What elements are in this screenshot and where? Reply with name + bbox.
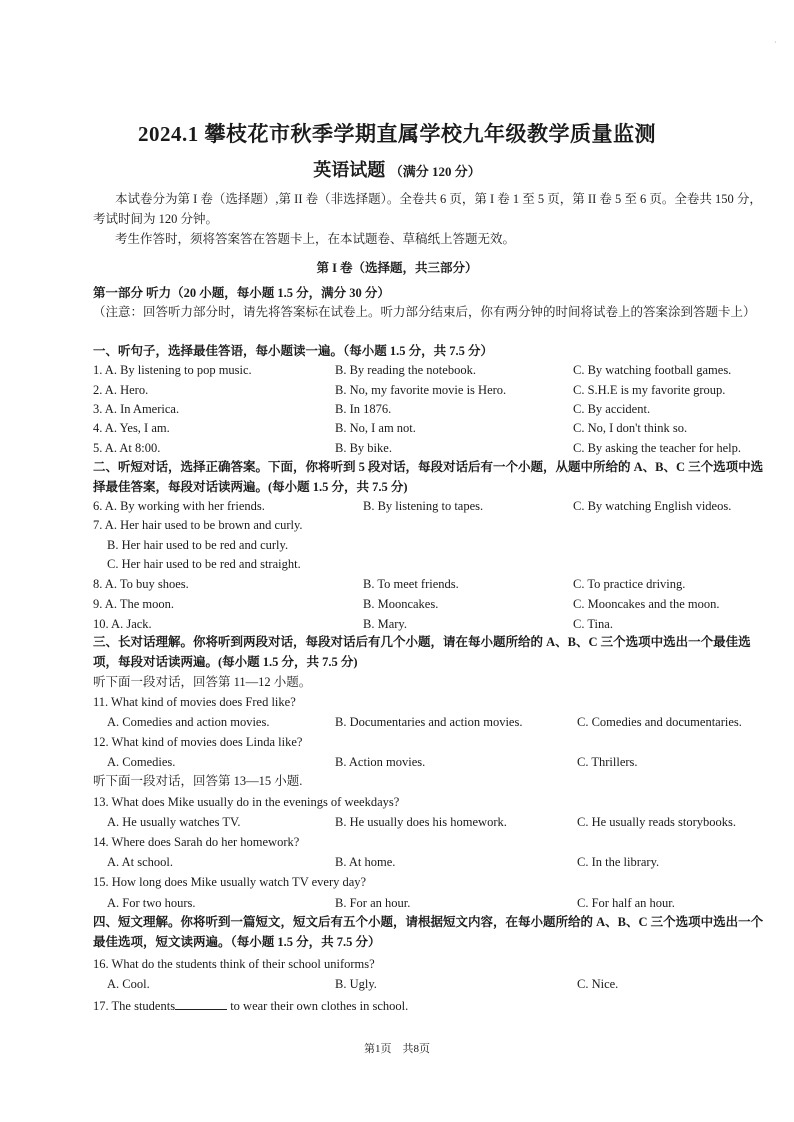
option-a: A. For two hours. bbox=[107, 896, 196, 910]
option-b: B. Ugly. bbox=[335, 977, 377, 991]
question-8 bbox=[93, 574, 783, 594]
part1-note: （注意：回答听力部分时，请先将答案标在试卷上。听力部分结束后，你有两分钟的时间将试卷上的答案涂到答题卡上） bbox=[93, 305, 756, 319]
page-number: 第1页 共8页 bbox=[364, 1043, 430, 1055]
option-a: 5. A. At 8:00. bbox=[93, 441, 161, 455]
question-11-options bbox=[93, 712, 783, 732]
question-2 bbox=[93, 380, 783, 400]
option-b: B. Documentaries and action movies. bbox=[335, 715, 523, 729]
option-c: C. Nice. bbox=[577, 977, 619, 991]
section4-heading: 四、短文理解。你将听到一篇短文，短文后有五个小题，请根据短文内容，在每小题所给的 A、B、C 三个选项中选出一个最佳选项，短文读两遍。（每小题 1.5 分，共 7.5 分） bbox=[93, 915, 764, 949]
exam-title: 2024.1 攀枝花市秋季学期直属学校九年级教学质量监测 bbox=[138, 122, 656, 146]
option-a: 3. A. In America. bbox=[93, 402, 180, 416]
option-a: 4. A. Yes, I am. bbox=[93, 421, 170, 435]
option-b: B. At home. bbox=[335, 855, 396, 869]
option-c: C. Tina. bbox=[573, 617, 613, 631]
volume-heading: 第 I 卷（选择题，共三部分） bbox=[316, 261, 478, 275]
question-11-stem: 11. What kind of movies does Fred like? bbox=[93, 695, 296, 709]
question-1 bbox=[93, 360, 783, 380]
question-17-start: 17. The students bbox=[93, 999, 176, 1013]
option-c: C. Mooncakes and the moon. bbox=[573, 597, 720, 611]
option-a: A. Cool. bbox=[107, 977, 150, 991]
question-12-options bbox=[93, 752, 783, 772]
option-a: A. Comedies. bbox=[107, 755, 176, 769]
question-10 bbox=[93, 614, 783, 634]
option-b: B. He usually does his homework. bbox=[335, 815, 507, 829]
option-a: 9. A. The moon. bbox=[93, 597, 175, 611]
question-4 bbox=[93, 418, 783, 438]
question-16-stem: 16. What do the students think of their school uniforms? bbox=[93, 957, 375, 971]
dialog-2-instruction: 听下面一段对话，回答第 13—15 小题. bbox=[93, 774, 303, 788]
answer-blank bbox=[175, 997, 227, 1010]
option-c: C. Thrillers. bbox=[577, 755, 638, 769]
question-17 bbox=[93, 996, 408, 1016]
option-c: C. By accident. bbox=[573, 402, 651, 416]
option-a: 6. A. By working with her friends. bbox=[93, 499, 265, 513]
question-6 bbox=[93, 496, 783, 516]
option-c: C. He usually reads storybooks. bbox=[577, 815, 737, 829]
option-b: B. Action movies. bbox=[335, 755, 426, 769]
option-a: 2. A. Hero. bbox=[93, 383, 149, 397]
option-b: B. Mooncakes. bbox=[363, 597, 439, 611]
question-16-options bbox=[93, 974, 783, 994]
option-c: C. To practice driving. bbox=[573, 577, 686, 591]
question-13-options bbox=[93, 812, 783, 832]
part1-heading: 第一部分 听力（20 小题，每小题 1.5 分，满分 30 分） bbox=[93, 286, 390, 300]
option-b: B. No, my favorite movie is Hero. bbox=[335, 383, 507, 397]
option-a: 10. A. Jack. bbox=[93, 617, 152, 631]
question-7-option-c: C. Her hair used to be red and straight. bbox=[107, 557, 301, 571]
question-15-stem: 15. How long does Mike usually watch TV every day? bbox=[93, 875, 367, 889]
option-c: C. By watching English videos. bbox=[573, 499, 732, 513]
option-c: C. For half an hour. bbox=[577, 896, 675, 910]
option-c: C. S.H.E is my favorite group. bbox=[573, 383, 726, 397]
question-13-stem: 13. What does Mike usually do in the evenings of weekdays? bbox=[93, 795, 400, 809]
option-c: C. Comedies and documentaries. bbox=[577, 715, 742, 729]
question-15-options bbox=[93, 893, 783, 913]
option-b: B. By listening to tapes. bbox=[363, 499, 484, 513]
intro-paragraph: 本试卷分为第 I 卷（选择题）,第 II 卷（非选择题）。全卷共 6 页，第 I 卷 1 至 5 页，第 II 卷 5 至 6 页。全卷共 150 分，考试时间为 120 分钟。 bbox=[93, 192, 762, 226]
option-c: C. By watching football games. bbox=[573, 363, 732, 377]
option-b: B. To meet friends. bbox=[363, 577, 459, 591]
section3-heading: 三、长对话理解。你将听到两段对话，每段对话后有几个小题，请在每小题所给的 A、B、C 三个选项中选出一个最佳选项，每段对话读两遍。(每小题 1.5 分，共 7.5 分) bbox=[93, 635, 751, 669]
scan-mark: · bbox=[774, 38, 777, 47]
section2-heading: 二、听短对话，选择正确答案。下面，你将听到 5 段对话，每段对话后有一个小题，从题中所给的 A、B、C 三个选项中选择最佳答案，每段对话读两遍。(每小题 1.5 分，共 7.5 分) bbox=[93, 460, 764, 494]
option-b: B. By reading the notebook. bbox=[335, 363, 476, 377]
section1-heading: 一、听句子，选择最佳答语，每小题读一遍。（每小题 1.5 分，共 7.5 分） bbox=[93, 344, 494, 358]
question-12-stem: 12. What kind of movies does Linda like? bbox=[93, 735, 303, 749]
question-17-end: to wear their own clothes in school. bbox=[230, 999, 409, 1013]
option-b: B. By bike. bbox=[335, 441, 392, 455]
option-b: B. No, I am not. bbox=[335, 421, 416, 435]
full-score-note: （满分 120 分） bbox=[389, 164, 481, 179]
option-c: C. No, I don't think so. bbox=[573, 421, 688, 435]
exam-subtitle bbox=[0, 156, 794, 182]
option-a: A. He usually watches TV. bbox=[107, 815, 241, 829]
dialog-1-instruction: 听下面一段对话，回答第 11—12 小题。 bbox=[93, 675, 312, 689]
question-7-option-b: B. Her hair used to be red and curly. bbox=[107, 538, 289, 552]
subtitle-text: 英语试题 bbox=[313, 160, 386, 180]
question-5 bbox=[93, 438, 783, 458]
option-b: B. In 1876. bbox=[335, 402, 392, 416]
question-3 bbox=[93, 399, 783, 419]
question-14-stem: 14. Where does Sarah do her homework? bbox=[93, 835, 300, 849]
option-a: A. Comedies and action movies. bbox=[107, 715, 270, 729]
option-a: 1. A. By listening to pop music. bbox=[93, 363, 252, 377]
question-9 bbox=[93, 594, 783, 614]
option-c: C. By asking the teacher for help. bbox=[573, 441, 742, 455]
option-b: B. For an hour. bbox=[335, 896, 411, 910]
intro-instruction: 考生作答时，须将答案答在答题卡上，在本试题卷、草稿纸上答题无效。 bbox=[115, 232, 516, 246]
option-a: 8. A. To buy shoes. bbox=[93, 577, 189, 591]
option-b: B. Mary. bbox=[363, 617, 407, 631]
question-7-option-a: 7. A. Her hair used to be brown and curly. bbox=[93, 518, 303, 532]
option-c: C. In the library. bbox=[577, 855, 660, 869]
option-a: A. At school. bbox=[107, 855, 173, 869]
question-14-options bbox=[93, 852, 783, 872]
